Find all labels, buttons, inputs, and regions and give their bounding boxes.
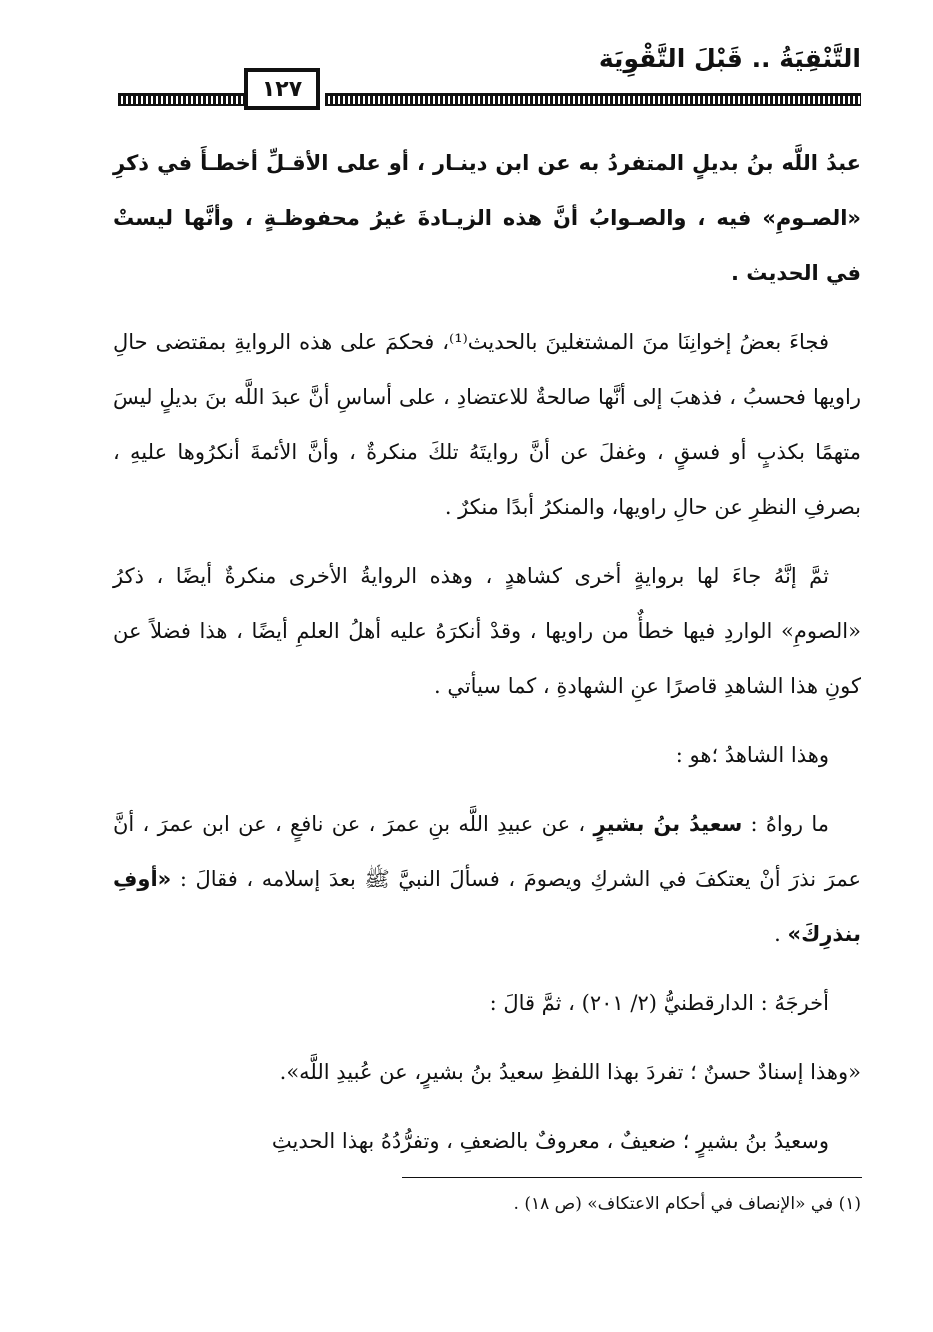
header-rule-right xyxy=(325,93,861,106)
paragraph-2: فجاءَ بعضُ إخوانِنَا منَ المشتغلينَ بالحديث⁽¹⁾، فحكمَ على هذه الروايةِ بمقتضى حالِ راويها فحسبُ ، فذهبَ إلى أنَّها صالحةٌ للاعتضادِ ، على أساسِ أنَّ عبدَ اللَّه بنَ بديلٍ ليسَ متهمًا بكذبٍ أو فسقٍ ، وغفلَ عن أنَّ روايتَهُ تلكَ منكرةٌ ، وأنَّ الأئمةَ أنكرُوها عليهِ ، بصرفِ النظرِ عن حالِ راويها، والمنكرُ أبدًا منكرٌ . xyxy=(113,330,861,519)
paragraph-5 xyxy=(113,797,861,962)
main-text xyxy=(113,136,861,1183)
narrator-name: سعيدُ بنُ بشيرٍ xyxy=(593,812,743,836)
footnote-divider xyxy=(402,1177,862,1178)
paragraph-6: أخرجَهُ : الدارقطنيُّ (٢/ ٢٠١) ، ثمَّ قالَ : xyxy=(489,991,829,1015)
paragraph-4: وهذا الشاهدُ ؛هو : xyxy=(675,743,829,767)
page-number: ١٢٧ xyxy=(244,68,320,110)
footnote: (١) في «الإنصاف في أحكام الاعتكاف» (ص ١٨) . xyxy=(513,1194,861,1214)
paragraph-1: عبدُ اللَّه بنُ بديلٍ المتفردُ به عن ابن دينـار ، أو على الأقـلِّ أخطـأَ في ذكرِ «الصـومِ» فيه ، والصـوابُ أنَّ هذه الزيـادةَ غيرُ محفوظـةٍ ، وأنَّها ليستْ في الحديث . xyxy=(113,151,861,285)
p5-start: ما رواهُ : xyxy=(742,812,829,836)
paragraph-3: ثمَّ إنَّهُ جاءَ لها بروايةٍ أخرى كشاهدٍ ، وهذه الروايةُ الأخرى منكرةٌ أيضًا ، ذكرُ «الصومِ» الواردِ فيها خطأٌ من راويها ، وقدْ أنكرَهُ عليه أهلُ العلمِ أيضًا ، هذا فضلاً عن كونِ هذا الشاهدِ قاصرًا عنِ الشهادةِ ، كما سيأتي . xyxy=(113,564,861,698)
p5-middle: ، عن عبيدِ اللَّه بنِ عمرَ ، عن نافعٍ ، عن ابن عمرَ ، أنَّ عمرَ نذرَ أنْ يعتكفَ في الشركِ ويصومَ ، فسألَ النبيَّ ﷺ بعدَ إسلامه ، فقالَ : xyxy=(113,812,861,891)
header-rule-left xyxy=(118,93,256,106)
paragraph-8: وسعيدُ بنُ بشيرٍ ؛ ضعيفٌ ، معروفٌ بالضعفِ ، وتفرُّدُهُ بهذا الحديثِ xyxy=(271,1129,829,1153)
running-header-title: التَّنْقِيَةُ .. قَبْلَ التَّقْوِيَة xyxy=(598,44,861,73)
paragraph-7: «وهذا إسنادٌ حسنٌ ؛ تفردَ بهذا اللفظِ سعيدُ بنُ بشيرٍ، عن عُبيدِ اللَّه». xyxy=(279,1060,861,1084)
hadith-quote: «أوفِ بنذرِكَ» xyxy=(113,867,861,946)
p5-end: . xyxy=(774,922,788,946)
